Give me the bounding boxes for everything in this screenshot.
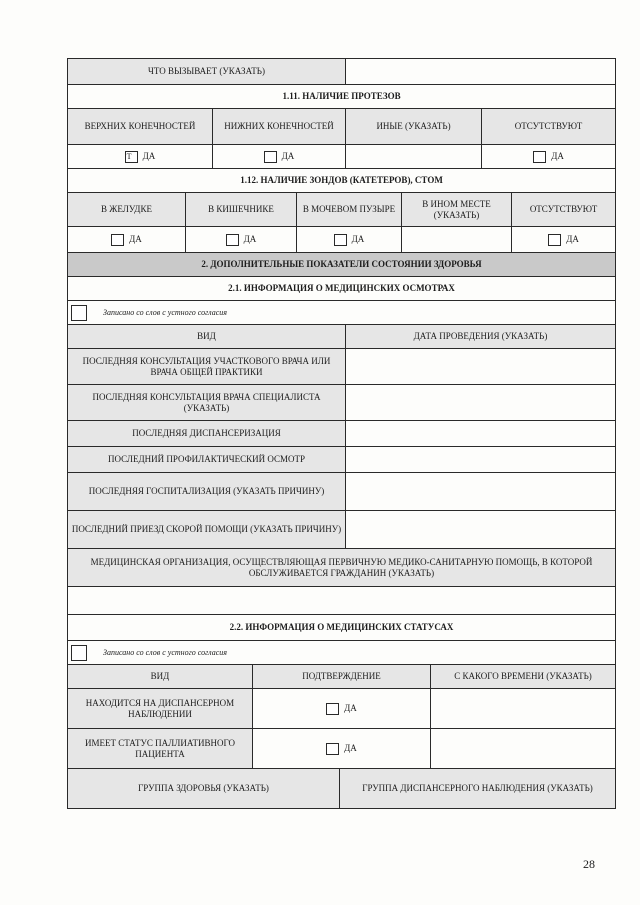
status-row-label: ИМЕЕТ СТАТУС ПАЛЛИАТИВНОГО ПАЦИЕНТА [68,729,253,769]
tube-absent-cell [512,227,616,253]
tube-intestine-checkbox[interactable] [226,234,239,246]
cause-label: ЧТО ВЫЗЫВАЕТ (УКАЗАТЬ) [68,59,346,85]
prosthesis-lower-cell [213,145,346,169]
medical-org-input[interactable] [68,587,616,615]
statuses-table [67,614,616,769]
tube-stomach-cell [68,227,186,253]
status-confirm-cell [253,729,431,769]
status-confirm-cell [253,689,431,729]
exam-row-label: ПОСЛЕДНИЙ ПРОФИЛАКТИЧЕСКИЙ ОСМОТР [68,447,346,473]
prosthesis-absent-checkbox[interactable] [533,151,546,163]
medical-org-label: МЕДИЦИНСКАЯ ОРГАНИЗАЦИЯ, ОСУЩЕСТВЛЯЮЩАЯ ПЕРВИЧНУЮ МЕДИКО-САНИТАРНУЮ ПОМОЩЬ, В КОТОРОЙ ОБСЛУЖИВАЕТСЯ ГРАЖДАНИН (УКАЗАТЬ) [68,549,616,587]
col-confirm-header: ПОДТВЕРЖДЕНИЕ [253,665,431,689]
consent-checkbox[interactable] [71,645,87,661]
tube-bladder-cell [297,227,402,253]
tubes-table [67,168,616,253]
groups-table [67,768,616,809]
tube-bladder-checkbox[interactable] [334,234,347,246]
exam-date-input[interactable] [346,447,616,473]
prosthesis-upper-checkbox[interactable] [125,151,138,163]
tube-other-input[interactable] [402,227,512,253]
section-title-2: 2. ДОПОЛНИТЕЛЬНЫЕ ПОКАЗАТЕЛИ СОСТОЯНИИ ЗДОРОВЬЯ [68,253,616,277]
prosthesis-other-header: ИНЫЕ (УКАЗАТЬ) [346,109,482,145]
prosthesis-upper-cell [68,145,213,169]
health-group-label: ГРУППА ЗДОРОВЬЯ (УКАЗАТЬ) [68,769,340,809]
section-title-1-11: 1.11. НАЛИЧИЕ ПРОТЕЗОВ [68,85,616,109]
yes-label: ДА [129,234,142,245]
prosthesis-absent-header: ОТСУТСТВУЮТ [482,109,616,145]
col-type-header: ВИД [68,325,346,349]
cause-input[interactable] [346,59,616,85]
section-title-2-1: 2.1. ИНФОРМАЦИЯ О МЕДИЦИНСКИХ ОСМОТРАХ [68,277,616,301]
yes-label: ДА [281,151,295,162]
tube-bladder-header: В МОЧЕВОМ ПУЗЫРЕ [297,193,402,227]
prosthesis-absent-cell [482,145,616,169]
form-sheet [67,58,615,809]
exam-date-input[interactable] [346,385,616,421]
exam-date-input[interactable] [346,511,616,549]
consent-checkbox[interactable] [71,305,87,321]
dispensary-checkbox[interactable] [326,703,339,715]
section-title-2-2: 2.2. ИНФОРМАЦИЯ О МЕДИЦИНСКИХ СТАТУСАХ [68,615,616,641]
tube-intestine-header: В КИШЕЧНИКЕ [186,193,297,227]
status-row-label: НАХОДИТСЯ НА ДИСПАНСЕРНОМ НАБЛЮДЕНИИ [68,689,253,729]
yes-label: ДА [566,234,579,245]
dispensary-group-label: ГРУППА ДИСПАНСЕРНОГО НАБЛЮДЕНИЯ (УКАЗАТЬ) [340,769,616,809]
tube-other-header: В ИНОМ МЕСТЕ (УКАЗАТЬ) [402,193,512,227]
col-type-header: ВИД [68,665,253,689]
cause-table [67,58,616,85]
tube-stomach-checkbox[interactable] [111,234,124,246]
section-title-1-12: 1.12. НАЛИЧИЕ ЗОНДОВ (КАТЕТЕРОВ), СТОМ [68,169,616,193]
yes-label: ДА [551,151,564,162]
exams-table [67,252,616,615]
prosthesis-lower-checkbox[interactable] [264,151,277,163]
exam-row-label: ПОСЛЕДНЯЯ КОНСУЛЬТАЦИЯ УЧАСТКОВОГО ВРАЧА ИЛИ ВРАЧА ОБЩЕЙ ПРАКТИКИ [68,349,346,385]
col-date-header: ДАТА ПРОВЕДЕНИЯ (УКАЗАТЬ) [346,325,616,349]
exam-row-label: ПОСЛЕДНЯЯ ДИСПАНСЕРИЗАЦИЯ [68,421,346,447]
consent-row [68,301,616,325]
tube-intestine-cell [186,227,297,253]
status-since-input[interactable] [431,729,616,769]
yes-label: ДА [344,743,357,754]
yes-label: ДА [243,234,257,245]
exam-row-label: ПОСЛЕДНИЙ ПРИЕЗД СКОРОЙ ПОМОЩИ (УКАЗАТЬ ПРИЧИНУ) [68,511,346,549]
prostheses-table [67,84,616,169]
prosthesis-lower-header: НИЖНИХ КОНЕЧНОСТЕЙ [213,109,346,145]
prosthesis-upper-header: ВЕРХНИХ КОНЕЧНОСТЕЙ [68,109,213,145]
prosthesis-other-input[interactable] [346,145,482,169]
palliative-checkbox[interactable] [326,743,339,755]
tube-stomach-header: В ЖЕЛУДКЕ [68,193,186,227]
tube-absent-header: ОТСУТСТВУЮТ [512,193,616,227]
status-since-input[interactable] [431,689,616,729]
yes-label: ДА [142,151,156,162]
exam-date-input[interactable] [346,421,616,447]
consent-note: Записано со слов с устного согласия [103,307,227,317]
page-number: 28 [583,857,595,871]
col-since-header: С КАКОГО ВРЕМЕНИ (УКАЗАТЬ) [431,665,616,689]
tube-absent-checkbox[interactable] [548,234,561,246]
exam-row-label: ПОСЛЕДНЯЯ ГОСПИТАЛИЗАЦИЯ (УКАЗАТЬ ПРИЧИНУ) [68,473,346,511]
exam-row-label: ПОСЛЕДНЯЯ КОНСУЛЬТАЦИЯ ВРАЧА СПЕЦИАЛИСТА (УКАЗАТЬ) [68,385,346,421]
yes-label: ДА [344,703,357,714]
consent-row [68,641,616,665]
consent-note: Записано со слов с устного согласия [103,647,227,657]
handwritten-mark: Т [126,151,132,161]
exam-date-input[interactable] [346,473,616,511]
exam-date-input[interactable] [346,349,616,385]
yes-label: ДА [351,234,365,245]
